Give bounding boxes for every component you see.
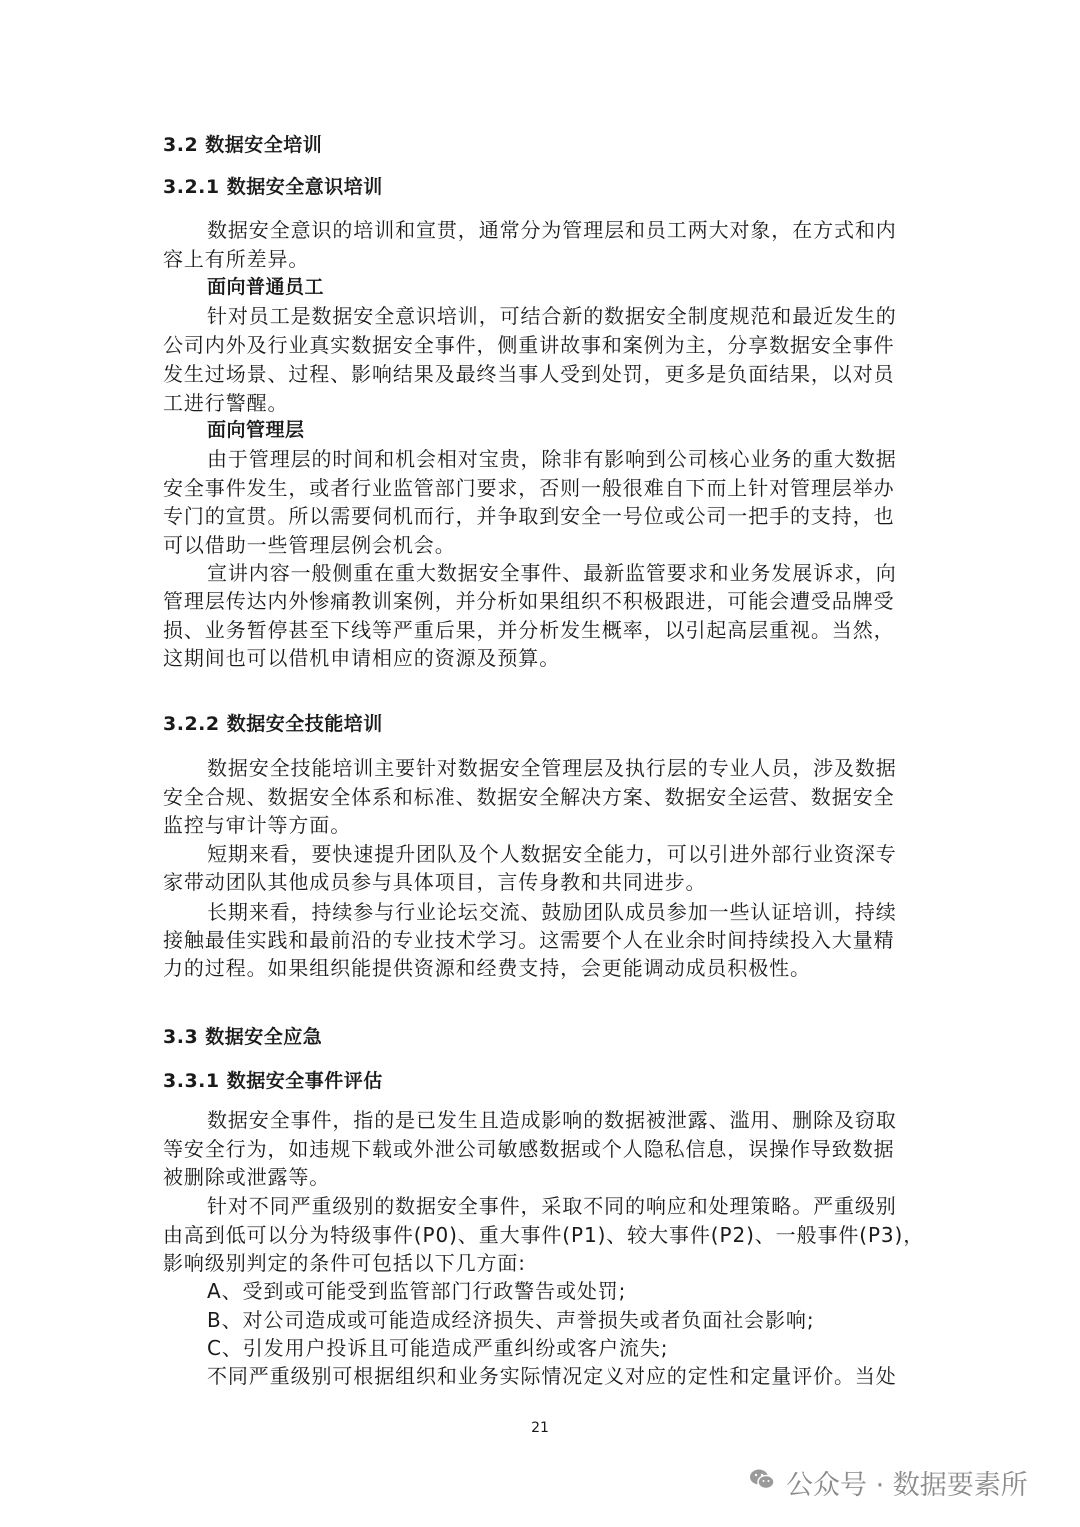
watermark bbox=[748, 1463, 1028, 1502]
paragraph-line: 专门的宣贯。所以需要伺机而行，并争取到安全一号位或公司一把手的支持，也 bbox=[163, 504, 895, 528]
paragraph-line: 等安全行为，如违规下载或外泄公司敏感数据或个人隐私信息，误操作导致数据 bbox=[163, 1137, 895, 1161]
paragraph-line: 安全合规、数据安全体系和标准、数据安全解决方案、数据安全运营、数据安全 bbox=[163, 785, 895, 809]
section-heading-3-3: 3.3 数据安全应急 bbox=[163, 1026, 323, 1048]
page-number: 21 bbox=[531, 1420, 549, 1436]
section-heading-3-2: 3.2 数据安全培训 bbox=[163, 134, 323, 156]
paragraph-line: 公司内外及行业真实数据安全事件，侧重讲故事和案例为主，分享数据安全事件 bbox=[163, 333, 895, 357]
paragraph-line: 不同严重级别可根据组织和业务实际情况定义对应的定性和定量评价。当处 bbox=[207, 1364, 897, 1388]
paragraph-line: 可以借助一些管理层例会机会。 bbox=[163, 533, 456, 557]
paragraph-line: 数据安全意识的培训和宣贯，通常分为管理层和员工两大对象，在方式和内 bbox=[207, 218, 897, 242]
paragraph-line: 针对不同严重级别的数据安全事件，采取不同的响应和处理策略。严重级别 bbox=[207, 1194, 897, 1218]
paragraph-line: 管理层传达内外惨痛教训案例，并分析如果组织不积极跟进，可能会遭受品牌受 bbox=[163, 589, 895, 613]
paragraph-line: 家带动团队其他成员参与具体项目，言传身教和共同进步。 bbox=[163, 870, 707, 894]
paragraph-line: 被删除或泄露等。 bbox=[163, 1165, 331, 1189]
wechat-icon bbox=[748, 1465, 776, 1500]
section-heading-3-3-1: 3.3.1 数据安全事件评估 bbox=[163, 1070, 383, 1092]
paragraph-line: 宣讲内容一般侧重在重大数据安全事件、最新监管要求和业务发展诉求，向 bbox=[207, 561, 897, 585]
paragraph-line: 监控与审计等方面。 bbox=[163, 813, 352, 837]
paragraph-line: 影响级别判定的条件可包括以下几方面: bbox=[163, 1251, 526, 1275]
list-item-a: A、受到或可能受到监管部门行政警告或处罚; bbox=[207, 1279, 627, 1303]
section-heading-3-2-1: 3.2.1 数据安全意识培训 bbox=[163, 176, 383, 198]
paragraph-line: 针对员工是数据安全意识培训，可结合新的数据安全制度规范和最近发生的 bbox=[207, 304, 897, 328]
paragraph-line: 由于管理层的时间和机会相对宝贵，除非有影响到公司核心业务的重大数据 bbox=[207, 447, 897, 471]
paragraph-line: 工进行警醒。 bbox=[163, 391, 289, 415]
paragraph-line: 发生过场景、过程、影响结果及最终当事人受到处罚，更多是负面结果，以对员 bbox=[163, 362, 895, 386]
paragraph-line: 损、业务暂停甚至下线等严重后果，并分析发生概率，以引起高层重视。当然， bbox=[163, 618, 895, 642]
subheading-staff: 面向普通员工 bbox=[207, 276, 325, 298]
paragraph-line: 这期间也可以借机申请相应的资源及预算。 bbox=[163, 646, 561, 670]
paragraph-line: 容上有所差异。 bbox=[163, 247, 310, 271]
paragraph-line: 数据安全事件，指的是已发生且造成影响的数据被泄露、滥用、删除及窃取 bbox=[207, 1108, 897, 1132]
watermark-text: 公众号 · 数据要素所 bbox=[786, 1470, 1028, 1501]
paragraph-line: 力的过程。如果组织能提供资源和经费支持，会更能调动成员积极性。 bbox=[163, 956, 811, 980]
paragraph-line: 短期来看，要快速提升团队及个人数据安全能力，可以引进外部行业资深专 bbox=[207, 842, 897, 866]
paragraph-line: 由高到低可以分为特级事件(P0)、重大事件(P1)、较大事件(P2)、一般事件(P3)， bbox=[163, 1223, 925, 1247]
paragraph-line: 数据安全技能培训主要针对数据安全管理层及执行层的专业人员，涉及数据 bbox=[207, 756, 897, 780]
paragraph-line: 安全事件发生，或者行业监管部门要求，否则一般很难自下而上针对管理层举办 bbox=[163, 476, 895, 500]
paragraph-line: 长期来看，持续参与行业论坛交流、鼓励团队成员参加一些认证培训，持续 bbox=[207, 900, 897, 924]
list-item-c: C、引发用户投诉且可能造成严重纠纷或客户流失; bbox=[207, 1336, 669, 1360]
paragraph-line: 接触最佳实践和最前沿的专业技术学习。这需要个人在业余时间持续投入大量精 bbox=[163, 928, 895, 952]
list-item-b: B、对公司造成或可能造成经济损失、声誉损失或者负面社会影响; bbox=[207, 1308, 815, 1332]
subheading-management: 面向管理层 bbox=[207, 419, 305, 441]
section-heading-3-2-2: 3.2.2 数据安全技能培训 bbox=[163, 713, 383, 735]
